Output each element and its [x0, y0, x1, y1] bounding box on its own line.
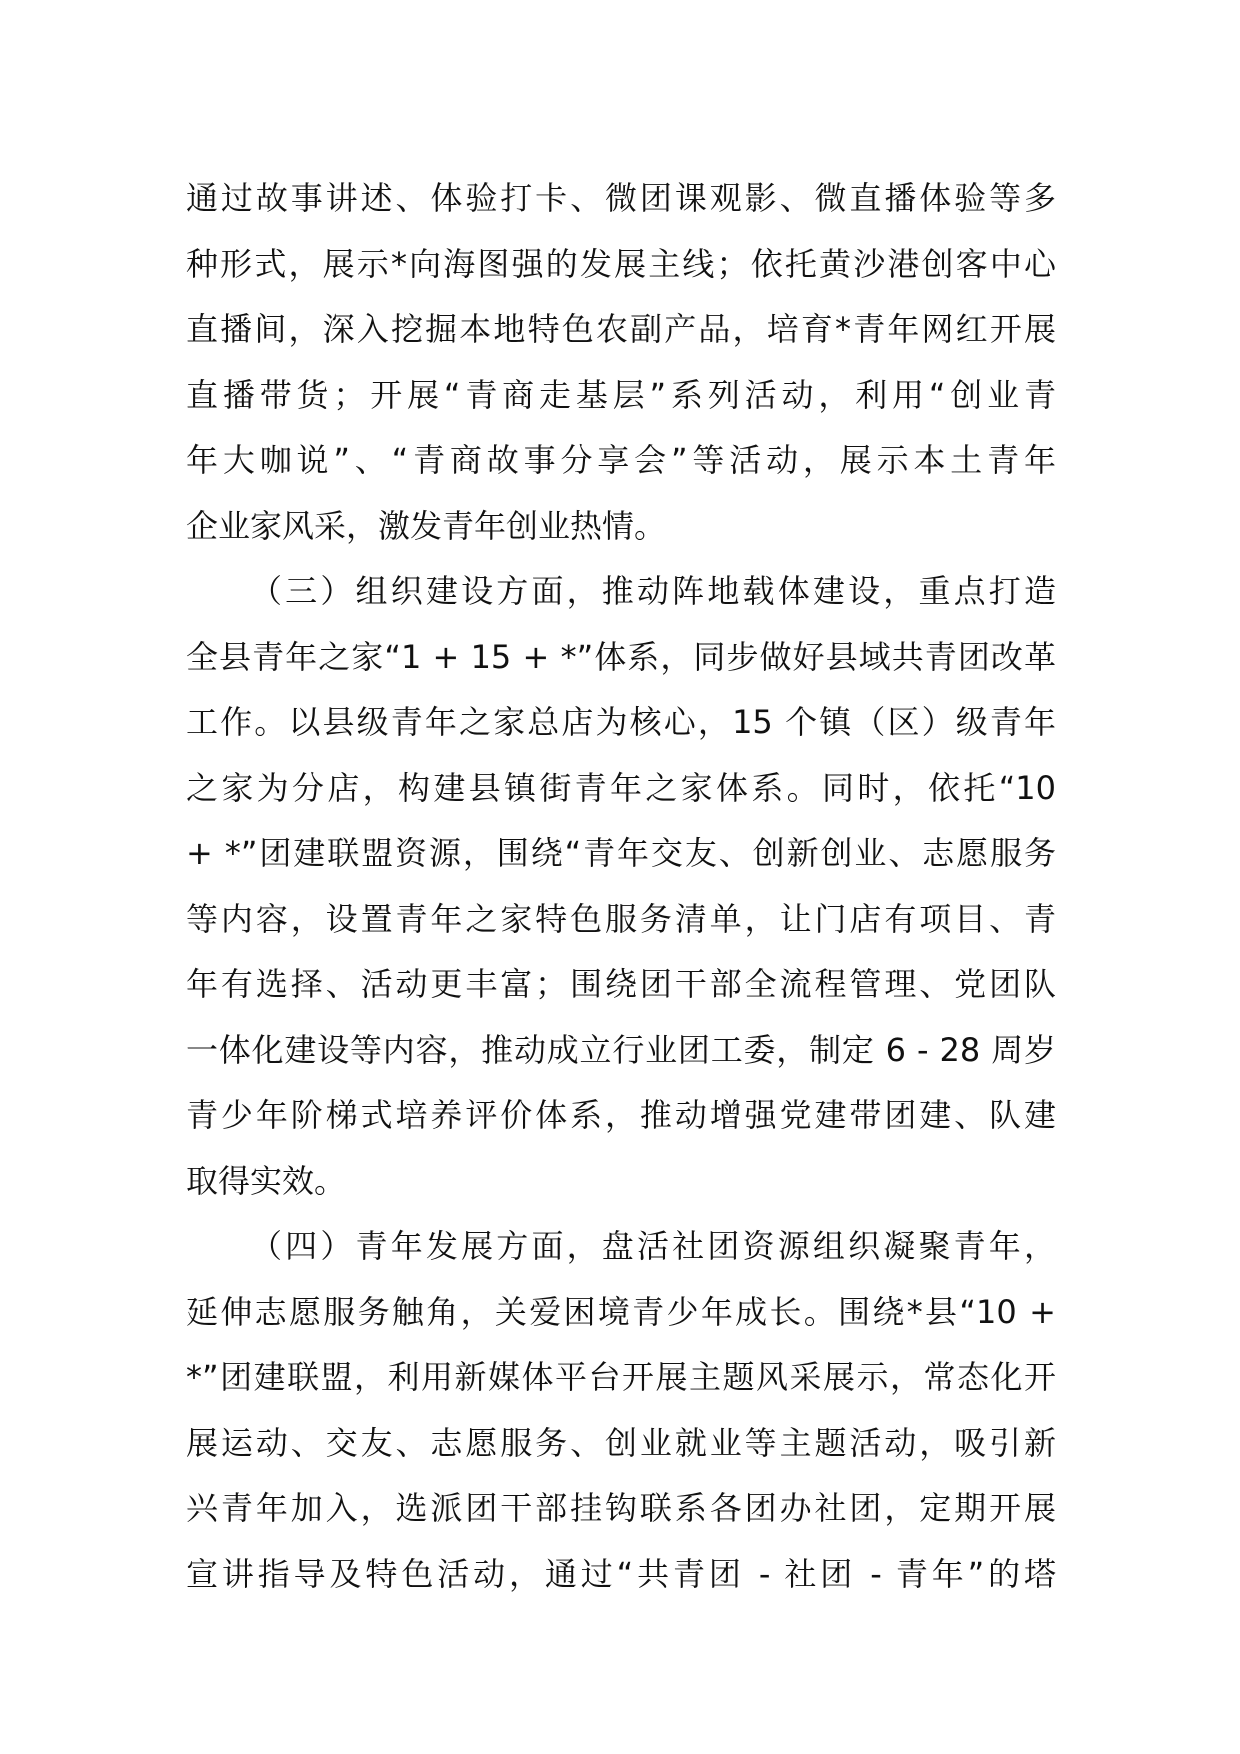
paragraph-line: 兴青年加入，选派团干部挂钩联系各团办社团，定期开展	[186, 1489, 1056, 1527]
paragraph-line: 通过故事讲述、体验打卡、微团课观影、微直播体验等多	[186, 179, 1056, 217]
paragraph-line: 展运动、交友、志愿服务、创业就业等主题活动，吸引新	[186, 1423, 1056, 1462]
paragraph-line: + *”团建联盟资源，围绕“青年交友、创新创业、志愿服务	[186, 834, 1056, 872]
paragraph-line: 宣讲指导及特色活动，通过“共青团 - 社团 - 青年”的塔	[186, 1554, 1056, 1593]
document-body	[186, 166, 1056, 1607]
paragraph-first-line: （三）组织建设方面，推动阵地载体建设，重点打造	[250, 572, 1056, 610]
paragraph-line: 延伸志愿服务触角，关爱困境青少年成长。围绕*县“10 +	[186, 1292, 1056, 1331]
paragraph-first-line: （四）青年发展方面，盘活社团资源组织凝聚青年，	[250, 1227, 1056, 1265]
paragraph-line: 一体化建设等内容，推动成立行业团工委，制定 6 - 28 周岁	[186, 1030, 1056, 1069]
paragraph-line: 企业家风采，激发青年创业热情。	[186, 506, 667, 545]
paragraph-line: 直播间，深入挖掘本地特色农副产品，培育*青年网红开展	[186, 310, 1056, 348]
paragraph-line: 年大咖说”、“青商故事分享会”等活动，展示本土青年	[186, 441, 1056, 479]
paragraph-line: 直播带货；开展“青商走基层”系列活动，利用“创业青	[186, 375, 1056, 414]
paragraph-line: 工作。以县级青年之家总店为核心，15 个镇（区）级青年	[186, 703, 1056, 741]
paragraph-line: 年有选择、活动更丰富；围绕团干部全流程管理、党团队	[186, 965, 1056, 1003]
paragraph-line: 种形式，展示*向海图强的发展主线；依托黄沙港创客中心	[186, 244, 1056, 283]
paragraph-line: 等内容，设置青年之家特色服务清单，让门店有项目、青	[186, 899, 1056, 938]
paragraph-line: *”团建联盟，利用新媒体平台开展主题风采展示，常态化开	[186, 1358, 1056, 1396]
paragraph-line: 之家为分店，构建县镇街青年之家体系。同时，依托“10	[186, 768, 1056, 807]
paragraph-line: 全县青年之家“1 + 15 + *”体系，同步做好县域共青团改革	[186, 637, 1056, 676]
paragraph-line: 取得实效。	[186, 1161, 347, 1200]
paragraph-line: 青少年阶梯式培养评价体系，推动增强党建带团建、队建	[186, 1096, 1056, 1134]
